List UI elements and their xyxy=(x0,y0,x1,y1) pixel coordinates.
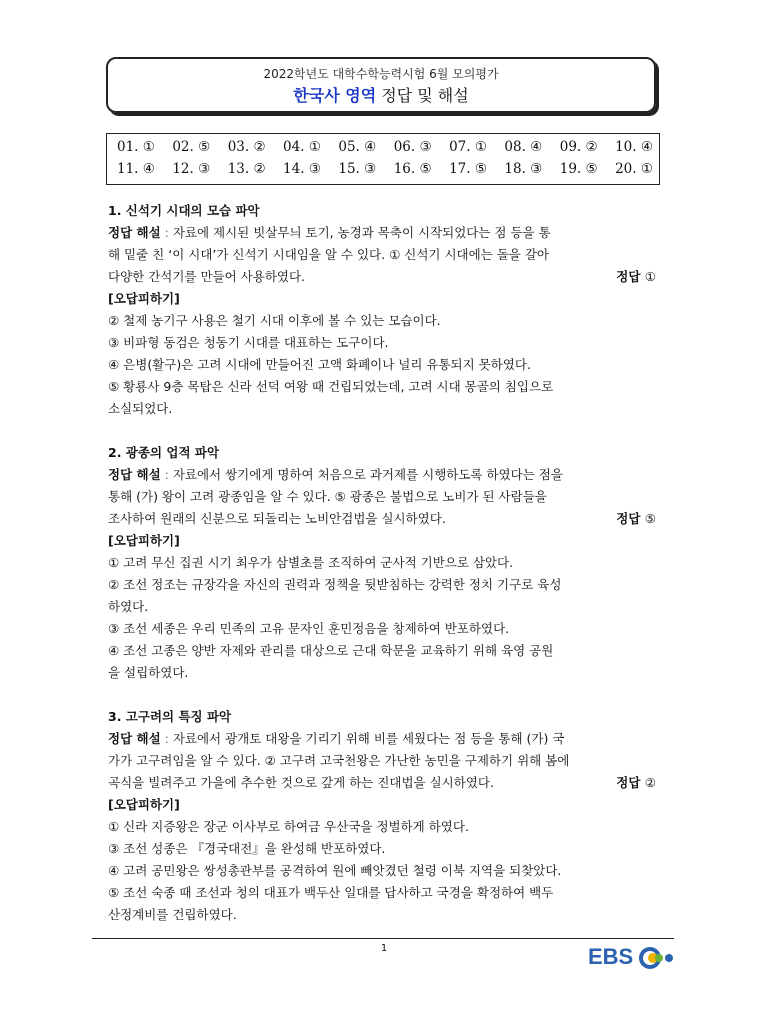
answer-cell: 16. ⑤ xyxy=(393,161,432,177)
answer-cell: 07. ① xyxy=(449,139,487,155)
wrong-answer-line: ⑤ 황룡사 9층 목탑은 신라 선덕 여왕 때 건립되었는데, 고려 시대 몽골의 침입으로 xyxy=(108,379,554,394)
wrong-answer-line: ② 조선 정조는 규장각을 자신의 권력과 정책을 뒷받침하는 강력한 정치 기구로 육성 xyxy=(108,577,562,592)
explanation-line: 정답 해설 : 자료에 제시된 빗살무늬 토기, 농경과 목축이 시작되었다는 점 등을 통 xyxy=(108,225,551,240)
answer-cell: 06. ③ xyxy=(393,139,432,155)
footer-divider xyxy=(92,938,674,939)
wrong-answer-line: ① 신라 지증왕은 장군 이사부로 하여금 우산국을 정벌하게 하였다. xyxy=(108,819,469,834)
explanation-line: 해 밑줄 친 ‘이 시대’가 신석기 시대임을 알 수 있다. ① 신석기 시대에는 돌을 갈아 xyxy=(108,247,550,262)
answer-cell: 01. ① xyxy=(117,139,155,155)
explanation-line: 다양한 간석기를 만들어 사용하였다. 정답 ① xyxy=(108,266,660,288)
answer-cell: 17. ⑤ xyxy=(449,161,487,177)
explanation-line: 가가 고구려임을 알 수 있다. ② 고구려 고국천왕은 가난한 농민을 구제하기 위해 봄에 xyxy=(108,753,570,768)
answer-cell: 10. ④ xyxy=(615,139,653,155)
answer-cell: 14. ③ xyxy=(283,161,321,177)
title-suffix: 정답 및 해설 xyxy=(376,86,469,105)
explanation-label: 정답 해설 xyxy=(108,225,161,240)
final-answer: 정답 ⑤ xyxy=(616,511,656,526)
answer-row-2 xyxy=(117,161,653,181)
answer-cell: 20. ① xyxy=(615,161,653,177)
wrong-answer-line: ① 고려 무신 집권 시기 최우가 삼별초를 조직하여 군사적 기반으로 삼았다. xyxy=(108,555,514,570)
wrong-answer-heading: [오답피하기] xyxy=(108,291,180,306)
wrong-answer-line: ③ 조선 성종은 『경국대전』을 완성해 반포하였다. xyxy=(108,841,386,856)
section-title: 2. 광종의 업적 파악 xyxy=(108,445,220,460)
answer-cell: 19. ⑤ xyxy=(559,161,598,177)
explanation-label: 정답 해설 xyxy=(108,731,161,746)
section-title: 3. 고구려의 특징 파악 xyxy=(108,709,232,724)
explanation-line: 통해 (가) 왕이 고려 광종임을 알 수 있다. ⑤ 광종은 불법으로 노비가 된 사람들을 xyxy=(108,489,547,504)
answer-cell: 05. ④ xyxy=(338,139,377,155)
answer-cell: 11. ④ xyxy=(117,161,155,177)
wrong-answer-line: ③ 조선 세종은 우리 민족의 고유 문자인 훈민정음을 창제하여 반포하였다. xyxy=(108,621,510,636)
explanation-line: 정답 해설 : 자료에서 광개토 대왕을 기리기 위해 비를 세웠다는 점 등을 통해 (가) 국 xyxy=(108,731,565,746)
question-section-3 xyxy=(108,706,660,926)
answer-cell: 15. ③ xyxy=(338,161,377,177)
final-answer: 정답 ① xyxy=(616,269,656,284)
ebs-logo xyxy=(588,944,688,974)
wrong-answer-line: ③ 비파형 동검은 청동기 시대를 대표하는 도구이다. xyxy=(108,335,389,350)
answer-cell: 18. ③ xyxy=(504,161,543,177)
wrong-answer-line: 하였다. xyxy=(108,599,149,614)
section-title: 1. 신석기 시대의 모습 파악 xyxy=(108,203,260,218)
answer-cell: 03. ② xyxy=(227,139,266,155)
explanations xyxy=(108,200,660,948)
answer-cell: 08. ④ xyxy=(504,139,543,155)
explanation-label: 정답 해설 xyxy=(108,467,161,482)
question-section-1 xyxy=(108,200,660,420)
answer-cell: 13. ② xyxy=(227,161,266,177)
answer-cell: 02. ⑤ xyxy=(172,139,211,155)
wrong-answer-line: ② 철제 농기구 사용은 철기 시대 이후에 볼 수 있는 모습이다. xyxy=(108,313,441,328)
wrong-answer-heading: [오답피하기] xyxy=(108,797,180,812)
wrong-answer-heading: [오답피하기] xyxy=(108,533,180,548)
wrong-answer-line: ⑤ 조선 숙종 때 조선과 청의 대표가 백두산 일대를 답사하고 국경을 확정하여 백두 xyxy=(108,885,554,900)
wrong-answer-line: ④ 은병(활구)은 고려 시대에 만들어진 고액 화폐이나 널리 유통되지 못하였다. xyxy=(108,357,531,372)
wrong-answer-line: 을 설립하였다. xyxy=(108,665,189,680)
logo-mark-icon xyxy=(636,944,686,974)
exam-title: 2022학년도 대학수학능력시험 6월 모의평가 xyxy=(263,67,499,81)
answer-cell: 12. ③ xyxy=(172,161,211,177)
page-number: 1 xyxy=(380,943,388,954)
logo-text: EBS xyxy=(588,944,634,969)
wrong-answer-line: 산정계비를 건립하였다. xyxy=(108,907,237,922)
final-answer: 정답 ② xyxy=(616,775,656,790)
subject-title: 한국사 영역 xyxy=(293,86,377,105)
answer-cell: 09. ② xyxy=(559,139,598,155)
title-box xyxy=(106,57,656,113)
wrong-answer-line: ④ 조선 고종은 양반 자제와 관리를 대상으로 근대 학문을 교육하기 위해 육영 공원 xyxy=(108,643,554,658)
explanation-line: 정답 해설 : 자료에서 쌍기에게 명하여 처음으로 과거제를 시행하도록 하였다는 점을 xyxy=(108,467,563,482)
explanation-line: 조사하여 원래의 신분으로 되돌리는 노비안검법을 실시하였다. 정답 ⑤ xyxy=(108,508,660,530)
answer-row-1 xyxy=(117,139,653,159)
wrong-answer-line: ④ 고려 공민왕은 쌍성총관부를 공격하여 원에 빼앗겼던 철령 이북 지역을 되찾았다. xyxy=(108,863,562,878)
wrong-answer-line: 소실되었다. xyxy=(108,401,173,416)
answer-key-table xyxy=(106,133,660,185)
question-section-2 xyxy=(108,442,660,684)
explanation-line: 곡식을 빌려주고 가을에 추수한 것으로 갚게 하는 진대법을 실시하였다. 정답 ② xyxy=(108,772,660,794)
document-title xyxy=(108,83,654,106)
answer-cell: 04. ① xyxy=(283,139,321,155)
